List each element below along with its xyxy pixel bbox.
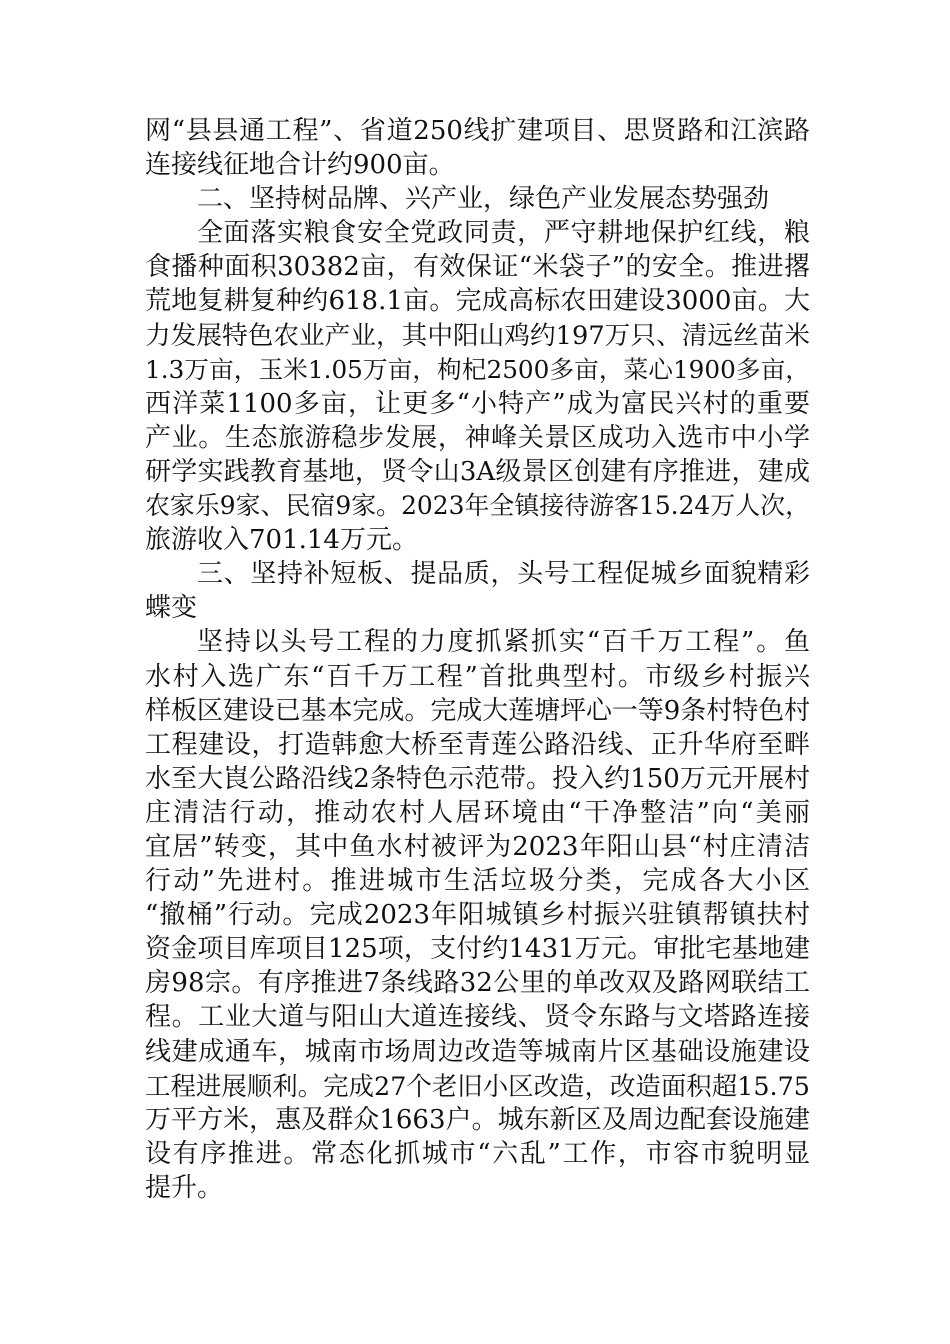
text-line: 网“县县通工程”、省道250线扩建项目、思贤路和江滨路 [145,116,810,146]
text-line: 工程进展顺利。完成27个老旧小区改造，改造面积超15.75 [145,1070,810,1101]
text-line: 水至大崀公路沿线2条特色示范带。投入约150万元开展村 [145,763,810,794]
text-line: 三、坚持补短板、提品质，头号工程促城乡面貌精彩 [197,559,810,590]
text-line: 资金项目库项目125项，支付约1431万元。审批宅基地建 [145,934,810,965]
text-line: 1.3万亩，玉米1.05万亩，枸杞2500多亩，菜心1900多亩， [145,354,810,384]
text-line: “撤桶”行动。完成2023年阳城镇乡村振兴驻镇帮镇扶村 [145,900,810,931]
text-line: 研学实践教育基地，贤令山3A级景区创建有序推进，建成 [145,456,810,487]
text-line: 行动”先进村。推进城市生活垃圾分类，完成各大小区 [145,866,810,897]
text-line: 坚持以头号工程的力度抓紧抓实“百千万工程”。鱼 [197,627,810,658]
text-line: 工程建设，打造韩愈大桥至青莲公路沿线、正升华府至畔 [145,729,810,760]
text-line: 旅游收入701.14万元。 [145,525,418,556]
text-line: 产业。生态旅游稳步发展，神峰关景区成功入选市中小学 [145,422,810,453]
text-line: 力发展特色农业产业，其中阳山鸡约197万只、清远丝苗米 [145,320,810,351]
text-line: 宜居”转变，其中鱼水村被评为2023年阳山县“村庄清洁 [145,831,810,862]
text-line: 样板区建设已基本完成。完成大莲塘坪心一等9条村特色村 [145,695,810,726]
text-line: 设有序推进。常态化抓城市“六乱”工作，市容市貌明显 [145,1138,810,1169]
text-line: 西洋菜1100多亩，让更多“小特产”成为富民兴村的重要 [145,388,810,419]
text-line: 荒地复耕复种约618.1亩。完成高标农田建设3000亩。大 [145,286,810,317]
body-text [145,114,810,1205]
text-line: 蝶变 [145,593,198,624]
text-line: 全面落实粮食安全党政同责，严守耕地保护红线，粮 [197,218,810,249]
text-line: 农家乐9家、民宿9家。2023年全镇接待游客15.24万人次， [145,491,810,521]
text-line: 万平方米，惠及群众1663户。城东新区及周边配套设施建 [145,1104,810,1135]
text-line: 线建成通车，城南市场周边改造等城南片区基础设施建设 [145,1036,810,1067]
text-line: 房98宗。有序推进7条线路32公里的单改双及路网联结工 [145,968,810,999]
text-line: 食播种面积30382亩，有效保证“米袋子”的安全。推进撂 [145,252,810,283]
text-line: 二、坚持树品牌、兴产业，绿色产业发展态势强劲 [197,184,770,215]
text-line: 连接线征地合计约900亩。 [145,150,455,181]
text-line: 庄清洁行动，推动农村人居环境由“干净整洁”向“美丽 [145,797,810,828]
text-line: 提升。 [145,1172,224,1203]
text-line: 水村入选广东“百千万工程”首批典型村。市级乡村振兴 [145,661,810,692]
text-line: 程。工业大道与阳山大道连接线、贤令东路与文塔路连接 [145,1002,810,1033]
